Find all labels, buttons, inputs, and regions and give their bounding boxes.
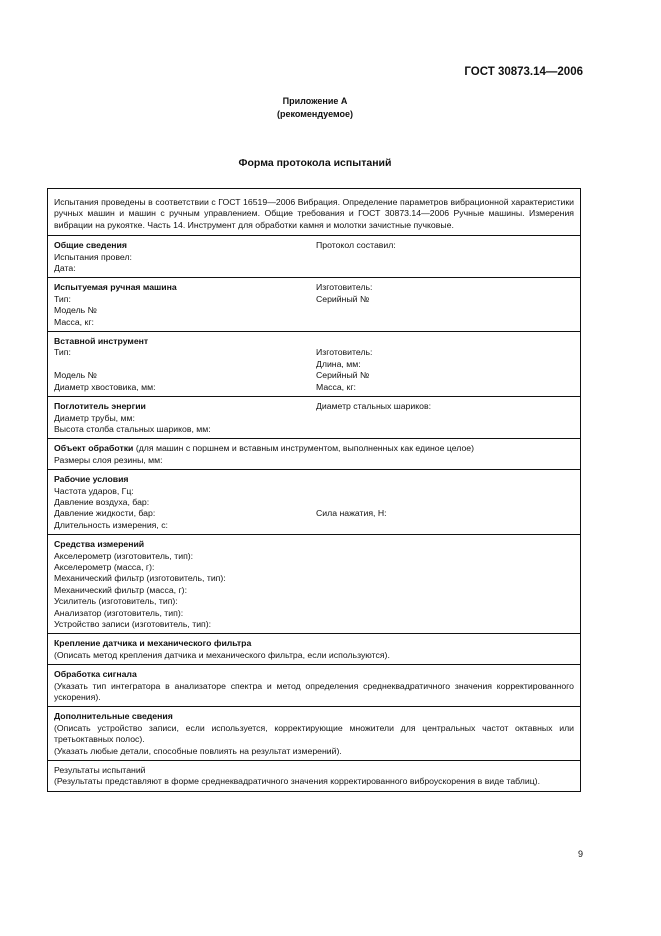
instrument-item: Акселерометр (изготовитель, тип): (54, 550, 194, 561)
tool-manufacturer-label: Изготовитель: (316, 347, 373, 358)
machine-manufacturer-label: Изготовитель: (316, 282, 373, 293)
instrument-item: Анализатор (изготовитель, тип): (54, 607, 184, 618)
mounting-section (48, 633, 580, 664)
mounting-text: (Описать метод крепления датчика и механического фильтра, если используются). (54, 649, 390, 660)
additional-title: Дополнительные сведения (54, 711, 173, 722)
machine-section (48, 277, 580, 331)
protocol-form (47, 188, 581, 792)
conditions-duration-label: Длительность измерения, с: (54, 519, 168, 530)
signal-text: (Указать тип интегратора в анализаторе спектра и метод определения среднеквадратичного значения корректированного ускорения). (54, 680, 574, 703)
conditions-liquid-pressure-label: Давление жидкости, бар: (54, 508, 156, 519)
mounting-title: Крепление датчика и механического фильтра (54, 638, 252, 649)
tool-length-label: Длина, мм: (316, 358, 361, 369)
appendix-title: Приложение А (282, 96, 348, 106)
conditions-frequency-label: Частота ударов, Гц: (54, 485, 134, 496)
machine-mass-label: Масса, кг: (54, 316, 94, 327)
additional-section (48, 706, 580, 760)
instrument-item: Устройство записи (изготовитель, тип): (54, 619, 212, 629)
conditions-force-label: Сила нажатия, Н: (316, 508, 387, 519)
general-section (48, 235, 580, 277)
appendix-subtitle: (рекомендуемое) (277, 109, 353, 119)
absorber-section (48, 396, 580, 438)
form-title: Форма протокола испытаний (238, 157, 392, 169)
object-rubber-label: Размеры слоя резины, мм: (54, 454, 163, 465)
object-note: (для машин с поршнем и вставным инструментом, выполненных как единое целое) (135, 443, 474, 454)
conditions-title: Рабочие условия (54, 474, 129, 485)
instrument-item: Акселерометр (масса, г): (54, 561, 155, 572)
object-title: Объект обработки (54, 443, 134, 454)
absorber-column-label: Высота столба стальных шариков, мм: (54, 423, 211, 434)
intro-section (48, 189, 580, 235)
conditions-air-pressure-label: Давление воздуха, бар: (54, 496, 150, 507)
object-section (48, 438, 580, 469)
date-label: Дата: (54, 263, 76, 274)
instruments-section (48, 534, 580, 633)
results-section (48, 760, 580, 791)
signal-section (48, 664, 580, 706)
tool-mass-label: Масса, кг: (316, 381, 356, 392)
additional-text-1: (Описать устройство записи, если используется, корректирующие множители для центральных частот октавных или третьоктавных полос). (54, 722, 574, 745)
tool-model-label: Модель № (54, 370, 97, 381)
instrument-item: Усилитель (изготовитель, тип): (54, 596, 178, 607)
machine-model-label: Модель № (54, 305, 97, 316)
results-title: Результаты испытаний (54, 765, 146, 776)
tool-type-label: Тип: (54, 347, 71, 358)
absorber-title: Поглотитель энергии (54, 401, 146, 412)
absorber-balls-diameter-label: Диаметр стальных шариков: (316, 401, 432, 412)
tool-section (48, 331, 580, 396)
tool-shank-label: Диаметр хвостовика, мм: (54, 381, 156, 392)
page-number: 9 (577, 849, 583, 859)
instrument-item: Механический фильтр (масса, г): (54, 584, 187, 595)
machine-title: Испытуемая ручная машина (54, 282, 177, 293)
machine-serial-label: Серийный № (316, 293, 370, 304)
general-title: Общие сведения (54, 240, 127, 251)
intro-text: Испытания проведены в соответствии с ГОСТ 16519—2006 Вибрация. Определение параметров вибрационной характеристики ручных машин и машин с ручным управлением. Общие требования и ГОСТ 30873.14—2006 Ручные машины. Измерения вибрации на рукоятке. Часть 14. Инструмент для обработки камня и молотки зачистные пучковые. (54, 197, 574, 230)
instruments-title: Средства измерений (54, 539, 145, 550)
instrument-item: Механический фильтр (изготовитель, тип): (54, 573, 226, 584)
results-text: (Результаты представляют в форме среднеквадратичного значения корректированного виброускорения в виде таблиц). (54, 776, 540, 787)
machine-type-label: Тип: (54, 293, 71, 304)
additional-text-2: (Указать любые детали, способные повлиять на результат измерений). (54, 745, 342, 756)
protocol-by-label: Протокол составил: (316, 240, 396, 251)
conditions-section (48, 469, 580, 534)
appendix-heading (0, 95, 630, 121)
document-standard-number: ГОСТ 30873.14—2006 (464, 66, 583, 78)
absorber-tube-label: Диаметр трубы, мм: (54, 412, 135, 423)
tool-title: Вставной инструмент (54, 336, 149, 347)
tool-serial-label: Серийный № (316, 370, 370, 381)
signal-title: Обработка сигнала (54, 669, 137, 680)
tested-by-label: Испытания провел: (54, 251, 132, 262)
